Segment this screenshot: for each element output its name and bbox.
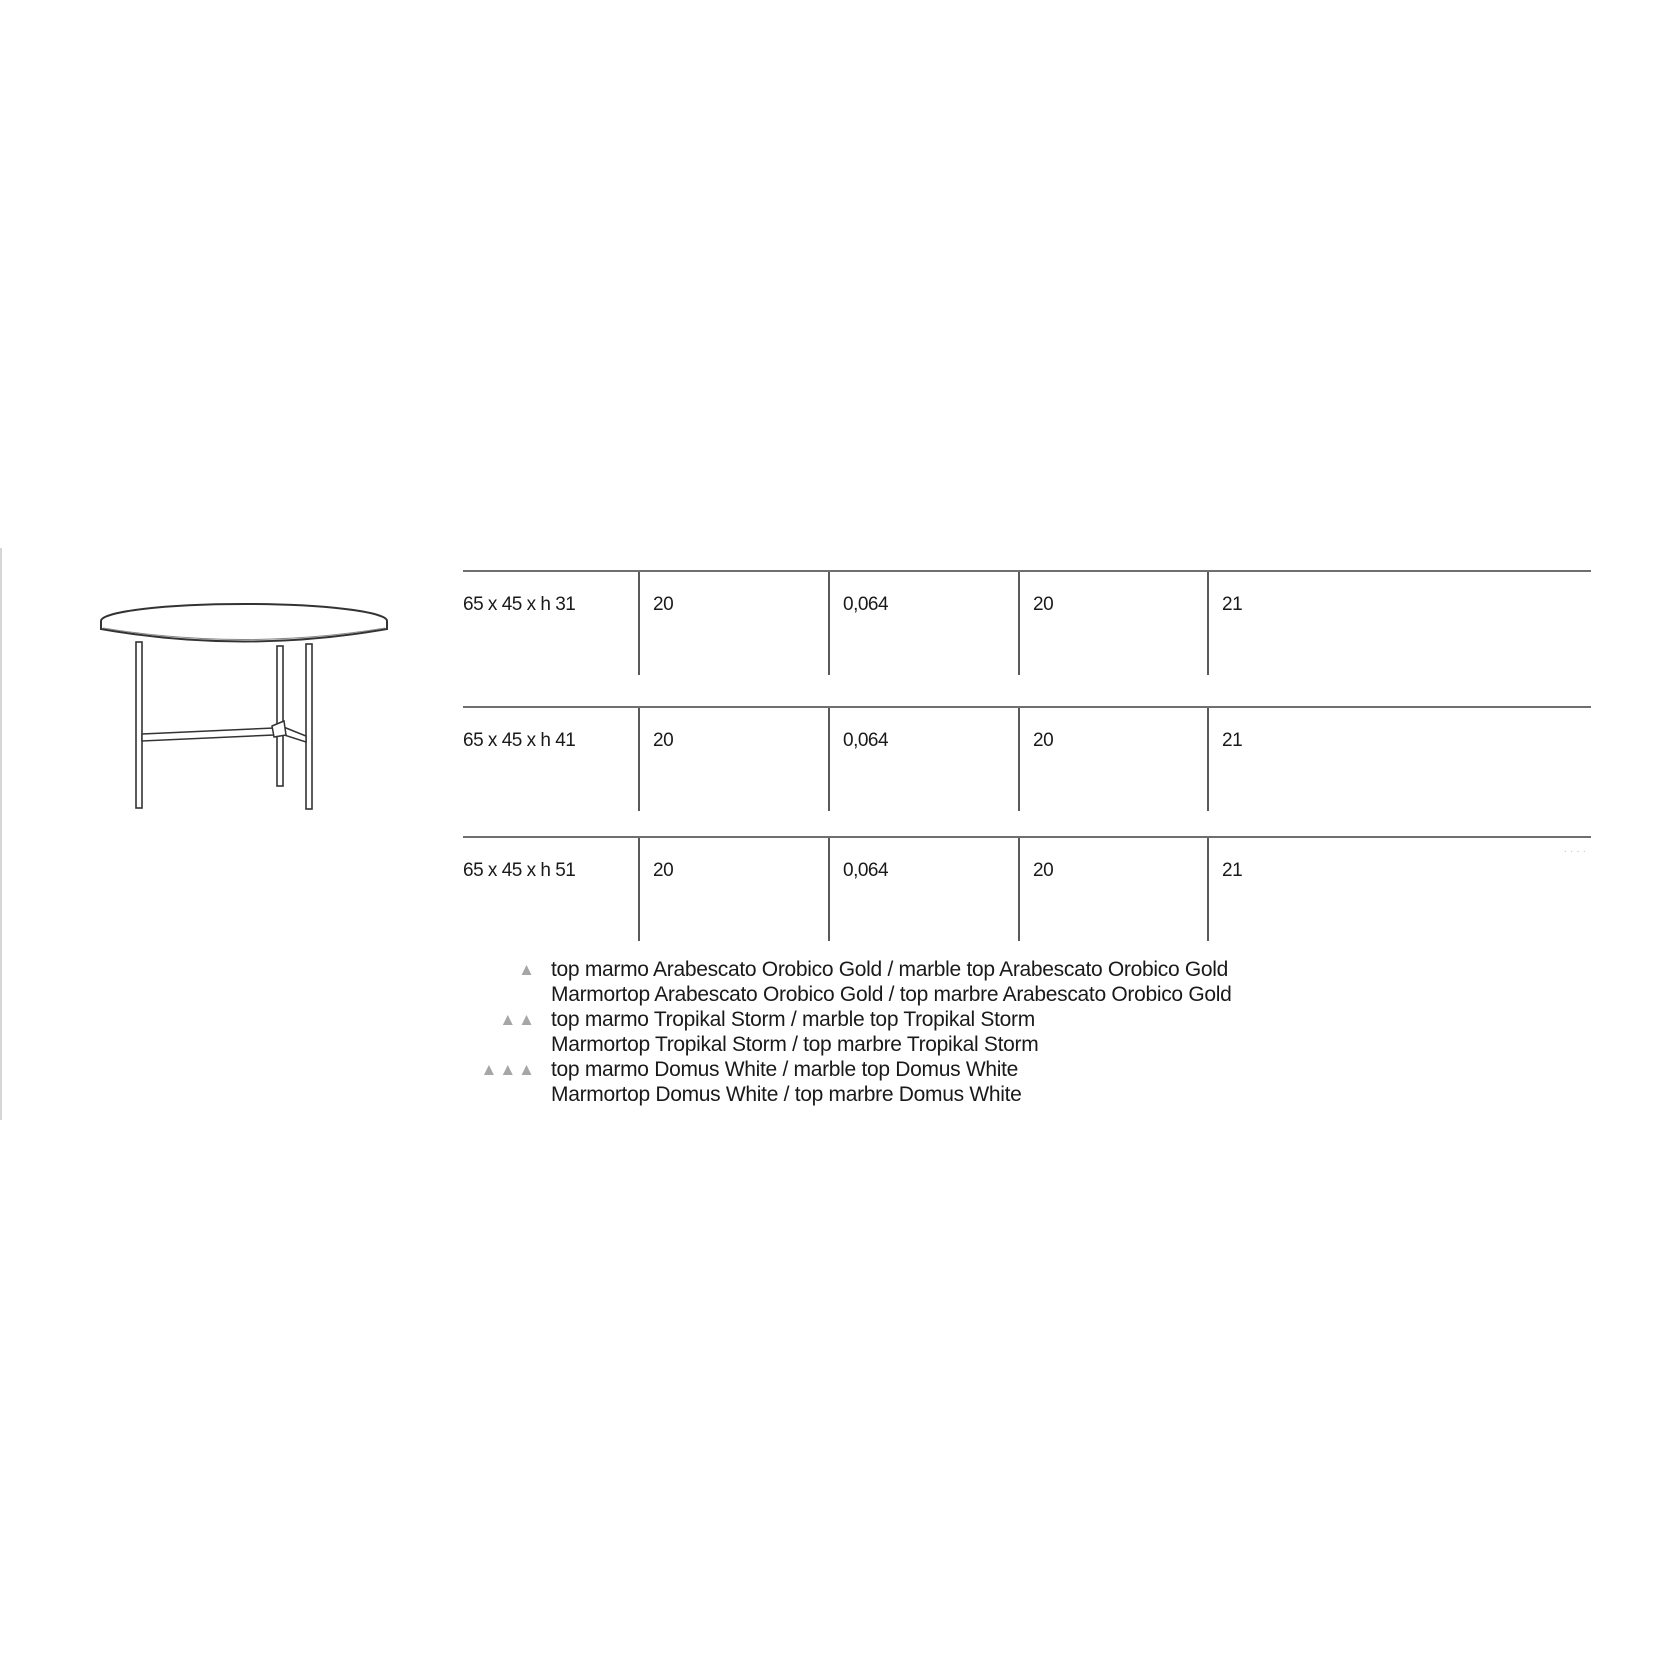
legend-text [551,957,1232,1007]
value-cell: 20 [653,860,674,881]
column-divider [1207,708,1209,811]
row-rule [463,706,1591,708]
spec-row [463,836,1591,944]
value-cell: 20 [653,594,674,615]
triangle-marker-icon: ▲ [518,960,537,979]
column-divider [638,708,640,811]
marble-legend [463,957,1232,1107]
column-divider [1018,572,1020,675]
legend-text [551,1057,1022,1107]
value-cell: 0,064 [843,594,889,615]
dimensions-cell: 65 x 45 x h 31 [463,594,576,615]
dimensions-cell: 65 x 45 x h 41 [463,730,576,751]
spec-row [463,570,1591,678]
column-divider [828,838,830,941]
row-rule [463,570,1591,572]
legend-entry [463,957,1232,1007]
legend-line: Marmortop Domus White / top marbre Domus White [551,1083,1022,1106]
legend-text [551,1007,1038,1057]
legend-line: Marmortop Tropikal Storm / top marbre Tropikal Storm [551,1033,1039,1056]
page-edge-rule [0,548,2,1120]
value-cell: 0,064 [843,860,889,881]
column-divider [638,838,640,941]
legend-line: top marmo Arabescato Orobico Gold / marble top Arabescato Orobico Gold [551,958,1229,981]
legend-line: top marmo Tropikal Storm / marble top Tropikal Storm [551,1008,1035,1031]
value-cell: 21 [1222,730,1243,751]
legend-entry [463,1007,1232,1057]
faint-dots: ···· [1563,846,1589,857]
value-cell: 20 [1033,860,1054,881]
column-divider [638,572,640,675]
value-cell: 20 [1033,730,1054,751]
column-divider [1018,708,1020,811]
value-cell: 20 [653,730,674,751]
row-rule [463,836,1591,838]
legend-line: top marmo Domus White / marble top Domus White [551,1058,1019,1081]
triangle-marker-icon: ▲▲ [499,1010,537,1029]
side-table-drawing [96,596,396,816]
column-divider [828,708,830,811]
column-divider [1018,838,1020,941]
value-cell: 21 [1222,594,1243,615]
column-divider [828,572,830,675]
value-cell: 0,064 [843,730,889,751]
column-divider [1207,838,1209,941]
value-cell: 20 [1033,594,1054,615]
legend-line: Marmortop Arabescato Orobico Gold / top marbre Arabescato Orobico Gold [551,983,1232,1006]
value-cell: 21 [1222,860,1243,881]
triangle-marker-icon: ▲▲▲ [480,1060,537,1079]
column-divider [1207,572,1209,675]
legend-entry [463,1057,1232,1107]
dimensions-cell: 65 x 45 x h 51 [463,860,576,881]
spec-row [463,706,1591,814]
